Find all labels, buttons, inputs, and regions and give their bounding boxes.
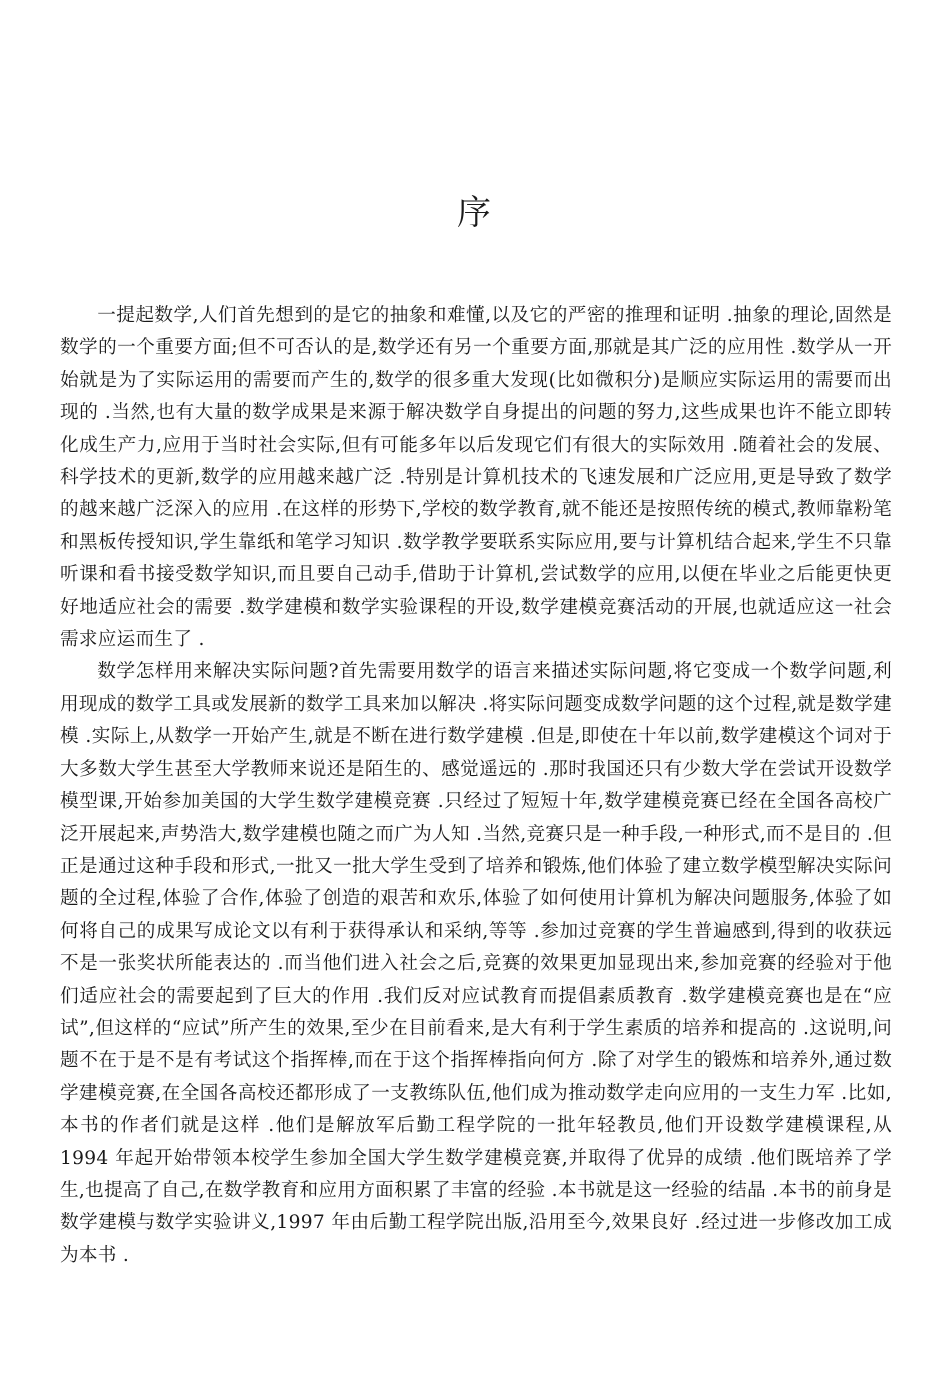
paragraph-1: 一提起数学,人们首先想到的是它的抽象和难懂,以及它的严密的推理和证明 .抽象的理论,固然是数学的一个重要方面;但不可否认的是,数学还有另一个重要方面,那就是其广泛的应用性 .数学从一开始就是为了实际运用的需要而产生的,数学的很多重大发现(比如微积分)是顺应实际运用的需要而出现的 .当然,也有大量的数学成果是来源于解决数学自身提出的问题的努力,这些成果也许不能立即转化成生产力,应用于当时社会实际,但有可能多年以后发现它们有很大的实际效用 .随着社会的发展、科学技术的更新,数学的应用越来越广泛 .特别是计算机技术的飞速发展和广泛应用,更是导致了数学的越来越广泛深入的应用 .在这样的形势下,学校的数学教育,就不能还是按照传统的模式,教师靠粉笔和黑板传授知识,学生靠纸和笔学习知识 .数学教学要联系实际应用,要与计算机结合起来,学生不只靠听课和看书接受数学知识,而且要自己动手,借助于计算机,尝试数学的应用,以便在毕业之后能更快更好地适应社会的需要 .数学建模和数学实验课程的开设,数学建模竞赛活动的开展,也就适应这一社会需求应运而生了 .	[60, 305, 892, 651]
page-title: 序	[457, 193, 493, 233]
preface-body	[60, 300, 892, 1272]
paragraph-2: 数学怎样用来解决实际问题?首先需要用数学的语言来描述实际问题,将它变成一个数学问题,利用现成的数学工具或发展新的数学工具来加以解决 .将实际问题变成数学问题的这个过程,就是数学建模 .实际上,从数学一开始产生,就是不断在进行数学建模 .但是,即使在十年以前,数学建模这个词对于大多数大学生甚至大学教师来说还是陌生的、感觉遥远的 .那时我国还只有少数大学在尝试开设数学模型课,开始参加美国的大学生数学建模竞赛 .只经过了短短十年,数学建模竞赛已经在全国各高校广泛开展起来,声势浩大,数学建模也随之而广为人知 .当然,竞赛只是一种手段,一种形式,而不是目的 .但正是通过这种手段和形式,一批又一批大学生受到了培养和锻炼,他们体验了建立数学模型解决实际问题的全过程,体验了合作,体验了创造的艰苦和欢乐,体验了如何使用计算机为解决问题服务,体验了如何将自己的成果写成论文以有利于获得承认和采纳,等等 .参加过竞赛的学生普遍感到,得到的收获远不是一张奖状所能表达的 .而当他们进入社会之后,竞赛的效果更加显现出来,参加竞赛的经验对于他们适应社会的需要起到了巨大的作用 .我们反对应试教育而提倡素质教育 .数学建模竞赛也是在“应试”,但这样的“应试”所产生的效果,至少在目前看来,是大有利于学生素质的培养和提高的 .这说明,问题不在于是不是有考试这个指挥棒,而在于这个指挥棒指向何方 .除了对学生的锻炼和培养外,通过数学建模竞赛,在全国各高校还都形成了一支教练队伍,他们成为推动数学走向应用的一支生力军 .比如,本书的作者们就是这样 .他们是解放军后勤工程学院的一批年轻教员,他们开设数学建模课程,从 1994 年起开始带领本校学生参加全国大学生数学建模竞赛,并取得了优异的成绩 .他们既培养了学生,也提高了自己,在数学教育和应用方面积累了丰富的经验 .本书就是这一经验的结晶 .本书的前身是数学建模与数学实验讲义,1997 年由后勤工程学院出版,沿用至今,效果良好 .经过进一步修改加工成为本书 .	[60, 661, 892, 1266]
